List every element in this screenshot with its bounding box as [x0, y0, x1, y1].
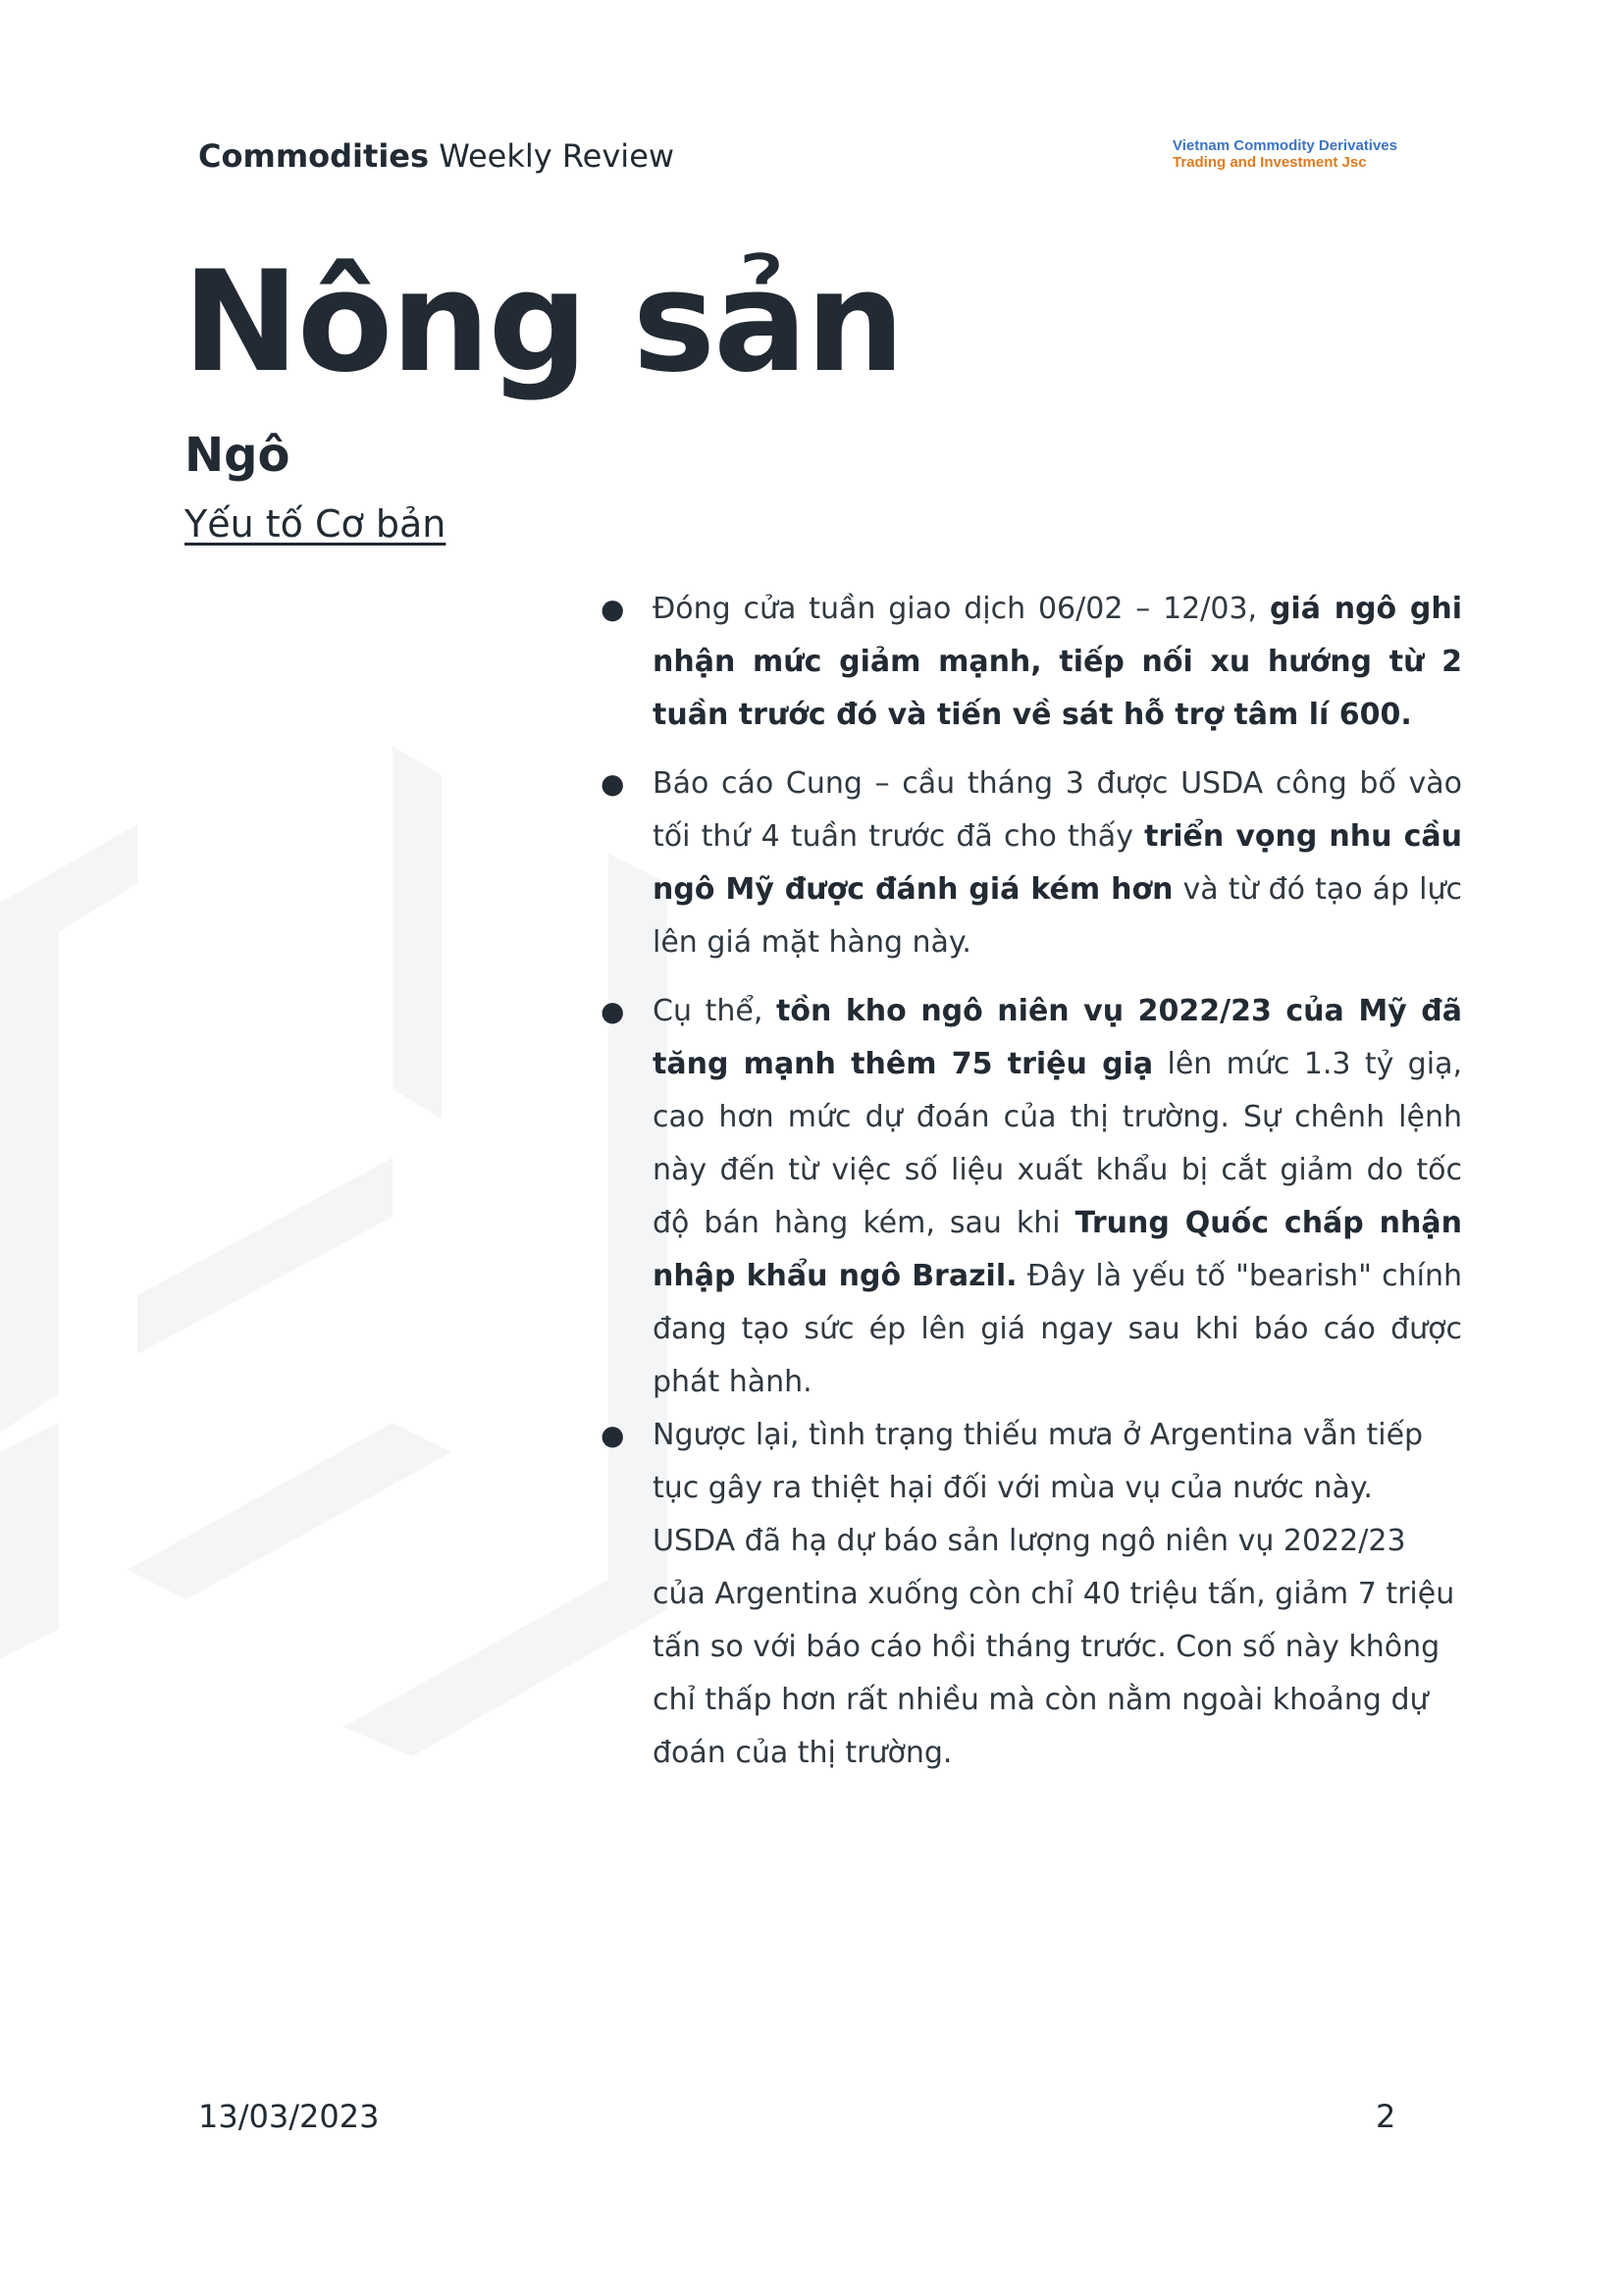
section-heading: Yếu tố Cơ bản [184, 502, 446, 546]
page-subtitle: Ngô [184, 428, 290, 483]
bullet-bold-text: tồn kho ngô niên vụ 2022/23 của Mỹ đã tăng mạnh thêm 75 triệu giạ [653, 994, 1462, 1081]
bullet-dot: ● [601, 995, 625, 1027]
page-title: Nông sản [183, 241, 904, 403]
header-brand-rest: Weekly Review [429, 137, 675, 175]
bullet-text: Báo cáo Cung – cầu tháng 3 được USDA công bố vào tối thứ 4 tuần trước đã cho thấy [653, 766, 1462, 854]
bullet-list [601, 583, 1462, 1796]
bullet-text: Cụ thể, [653, 994, 776, 1028]
footer-date: 13/03/2023 [198, 2098, 380, 2135]
bullet-dot: ● [601, 767, 625, 800]
header-brand-bold: Commodities [198, 137, 430, 175]
bullet-item [601, 583, 1462, 742]
company-logo [1173, 137, 1397, 171]
bullet-text: lên mức 1.3 tỷ giạ, cao hơn mức dự đoán của thị trường. Sự chênh lệnh này đến từ việc số liệu xuất khẩu bị cắt giảm do tốc độ bán hàng kém, sau khi [653, 1047, 1462, 1240]
bullet-dot: ● [601, 593, 625, 625]
bullet-bold-text: giá ngô ghi nhận mức giảm mạnh, tiếp nối xu hướng từ 2 tuần trước đó và tiến về sát hỗ trợ tâm lí 600. [653, 592, 1463, 732]
header-title [198, 137, 674, 175]
bullet-text: Ngược lại, tình trạng thiếu mưa ở Argentina vẫn tiếp tục gây ra thiệt hại đối với mùa vụ của nước này. USDA đã hạ dự báo sản lượng ngô niên vụ 2022/23 của Argentina xuống còn chỉ 40 triệu tấn, giảm 7 triệu tấn so với báo cáo hồi tháng trước. Con số này không chỉ thấp hơn rất nhiều mà còn nằm ngoài khoảng dự đoán của thị trường. [653, 1418, 1455, 1770]
bullet-text: và từ đó tạo áp lực lên giá mặt hàng này. [653, 872, 1462, 960]
bullet-dot: ● [601, 1419, 625, 1451]
bullet-bold-text: triển vọng nhu cầu ngô Mỹ được đánh giá kém hơn [653, 819, 1462, 907]
bullet-item [601, 1409, 1462, 1780]
bullet-item [601, 757, 1462, 969]
bullet-bold-text: Trung Quốc chấp nhận nhập khẩu ngô Brazil. [653, 1206, 1463, 1293]
bullet-text: Đây là yếu tố "bearish" chính đang tạo sức ép lên giá ngay sau khi báo cáo được phát hành. [653, 1259, 1463, 1399]
logo-line-1: Vietnam Commodity Derivatives [1173, 137, 1397, 154]
bullet-item [601, 985, 1462, 1409]
bullet-text: Đóng cửa tuần giao dịch 06/02 – 12/03, [653, 592, 1270, 626]
logo-line-2: Trading and Investment Jsc [1173, 154, 1367, 171]
page-number: 2 [1376, 2098, 1396, 2135]
